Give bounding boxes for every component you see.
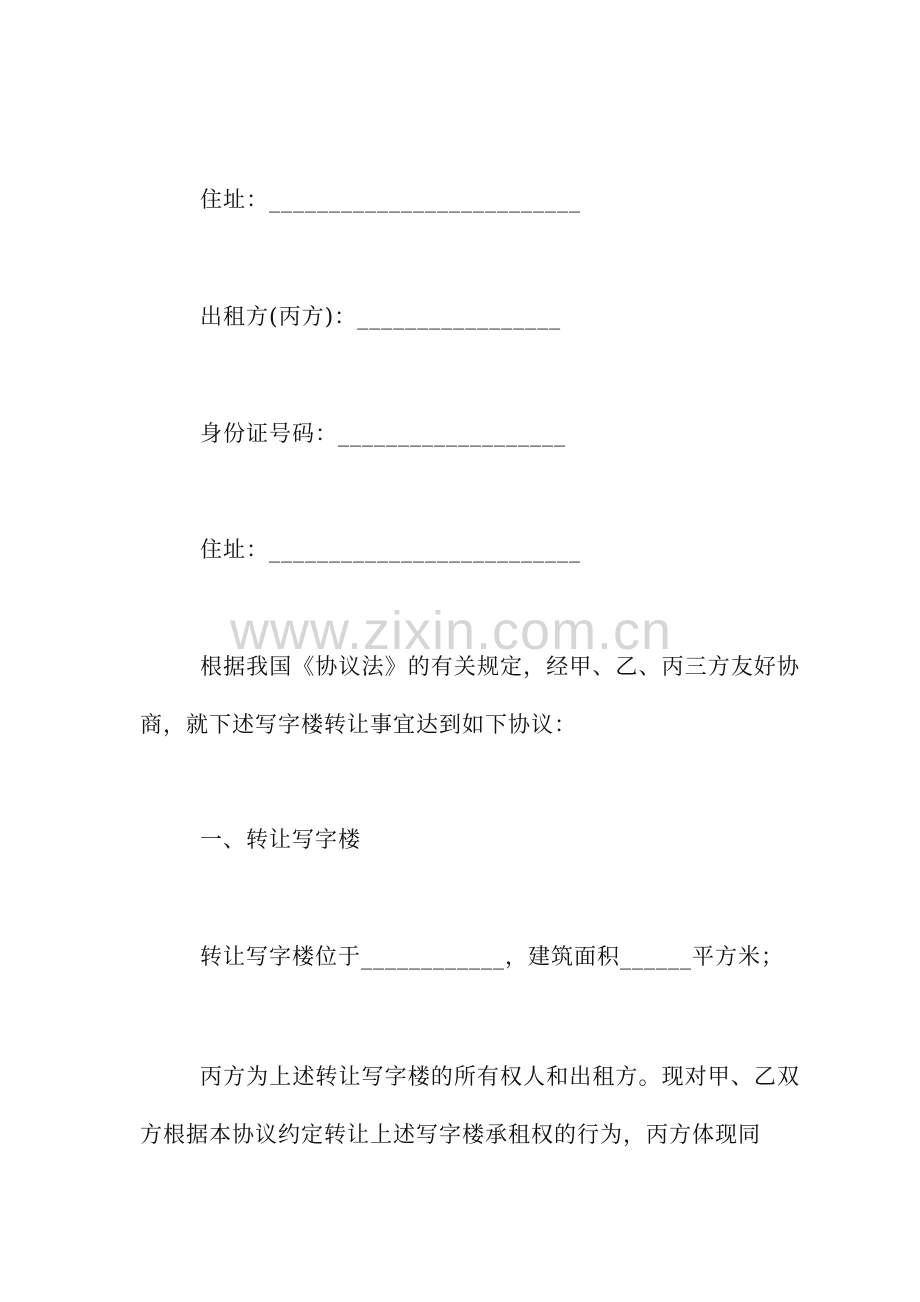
intro-paragraph: 根据我国《协议法》的有关规定，经甲、乙、丙三方友好协商，就下述写字楼转让事宜达到如下协议： [140,655,800,738]
location-line: 转让写字楼位于____________，建筑面积______平方米； [200,945,785,970]
owner-paragraph: 丙方为上述转让写字楼的所有权人和出租方。现对甲、乙双方根据本协议约定转让上述写字楼承租权的行为，丙方体现同 [140,1065,800,1148]
watermark: www.zixin.com.cn [230,601,673,661]
section-1-heading: 一、转让写字楼 [200,828,362,853]
address-line-2: 住址：__________________________ [200,538,582,563]
address-line-1: 住址：__________________________ [200,188,582,213]
id-number-line: 身份证号码：___________________ [200,422,567,447]
lessor-line: 出租方(丙方)：_________________ [200,305,562,330]
